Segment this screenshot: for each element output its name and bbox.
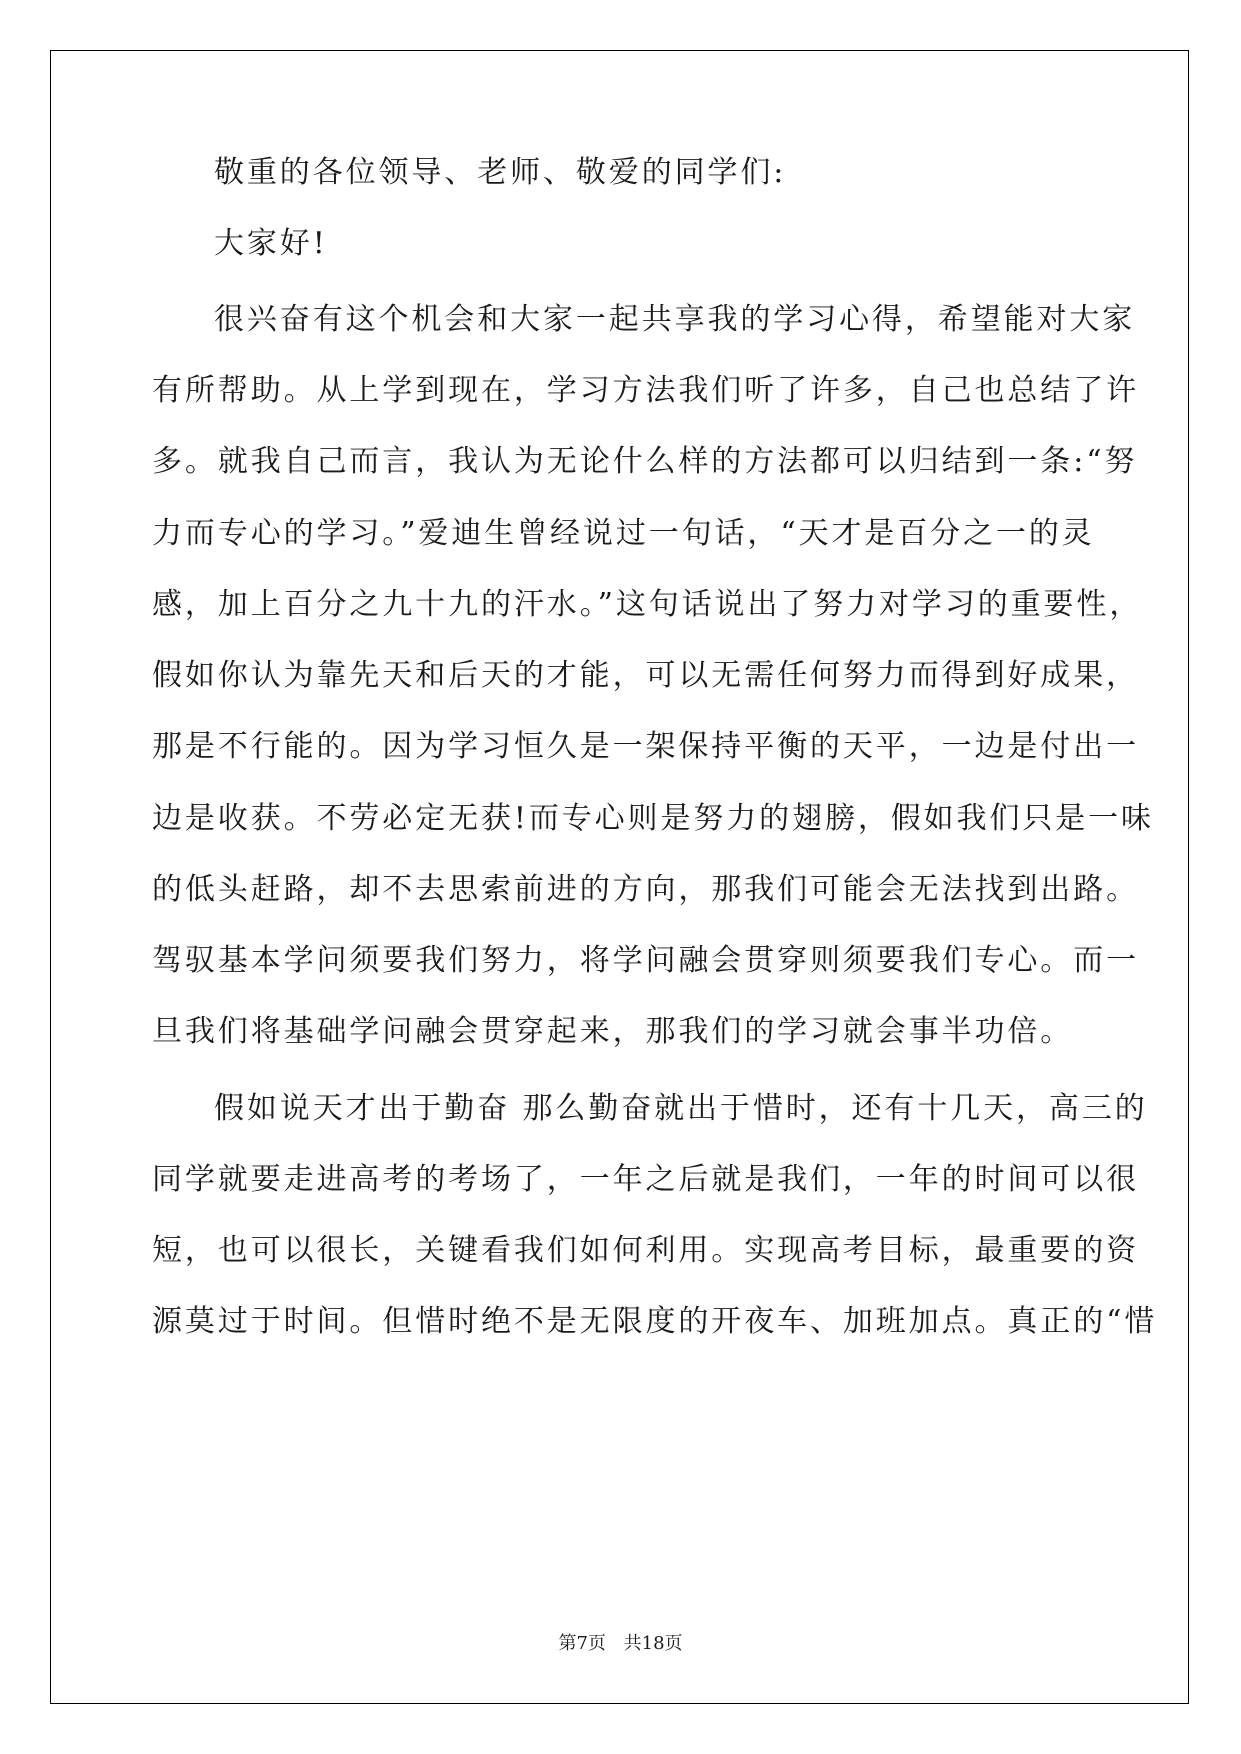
page-total: 共18页 [623,1633,683,1654]
paragraph-line: 多。就我自己而言，我认为无论什么样的方法都可以归结到一条:“努 [152,444,1138,479]
paragraph-line: 假如你认为靠先天和后天的才能，可以无需任何努力而得到好成果， [152,658,1139,693]
paragraph-line: 感，加上百分之九十九的汗水。”这句话说出了努力对学习的重要性， [152,587,1143,622]
paragraph-line: 很兴奋有这个机会和大家一起共享我的学习心得，希望能对大家 [214,302,1136,337]
page-footer [0,1629,1241,1655]
greeting-line: 大家好! [214,226,328,261]
page-number: 第7页 [558,1633,606,1654]
paragraph-line: 边是收获。不劳必定无获!而专心则是努力的翅膀，假如我们只是一味 [152,801,1154,836]
paragraph-line: 驾驭基本学问须要我们努力，将学问融会贯穿则须要我们专心。而一 [152,943,1139,978]
paragraph-line: 源莫过于时间。但惜时绝不是无限度的开夜车、加班加点。真正的“惜 [152,1304,1158,1339]
paragraph-line: 有所帮助。从上学到现在，学习方法我们听了许多，自己也总结了许 [152,373,1139,408]
paragraph-line: 的低头赶路，却不去思索前进的方向，那我们可能会无法找到出路。 [152,872,1139,907]
paragraph-line: 旦我们将基础学问融会贯穿起来，那我们的学习就会事半功倍。 [152,1014,1074,1049]
salutation-line: 敬重的各位领导、老师、敬爱的同学们: [214,155,787,190]
paragraph-line: 那是不行能的。因为学习恒久是一架保持平衡的天平，一边是付出一 [152,729,1139,764]
paragraph-line: 假如说天才出于勤奋 那么勤奋就出于惜时，还有十几天，高三的 [214,1091,1148,1126]
paragraph-line: 力而专心的学习。”爱迪生曾经说过一句话，“天才是百分之一的灵 [152,516,1095,551]
paragraph-line: 同学就要走进高考的考场了，一年之后就是我们，一年的时间可以很 [152,1162,1139,1197]
paragraph-line: 短，也可以很长，关键看我们如何利用。实现高考目标，最重要的资 [152,1233,1139,1268]
